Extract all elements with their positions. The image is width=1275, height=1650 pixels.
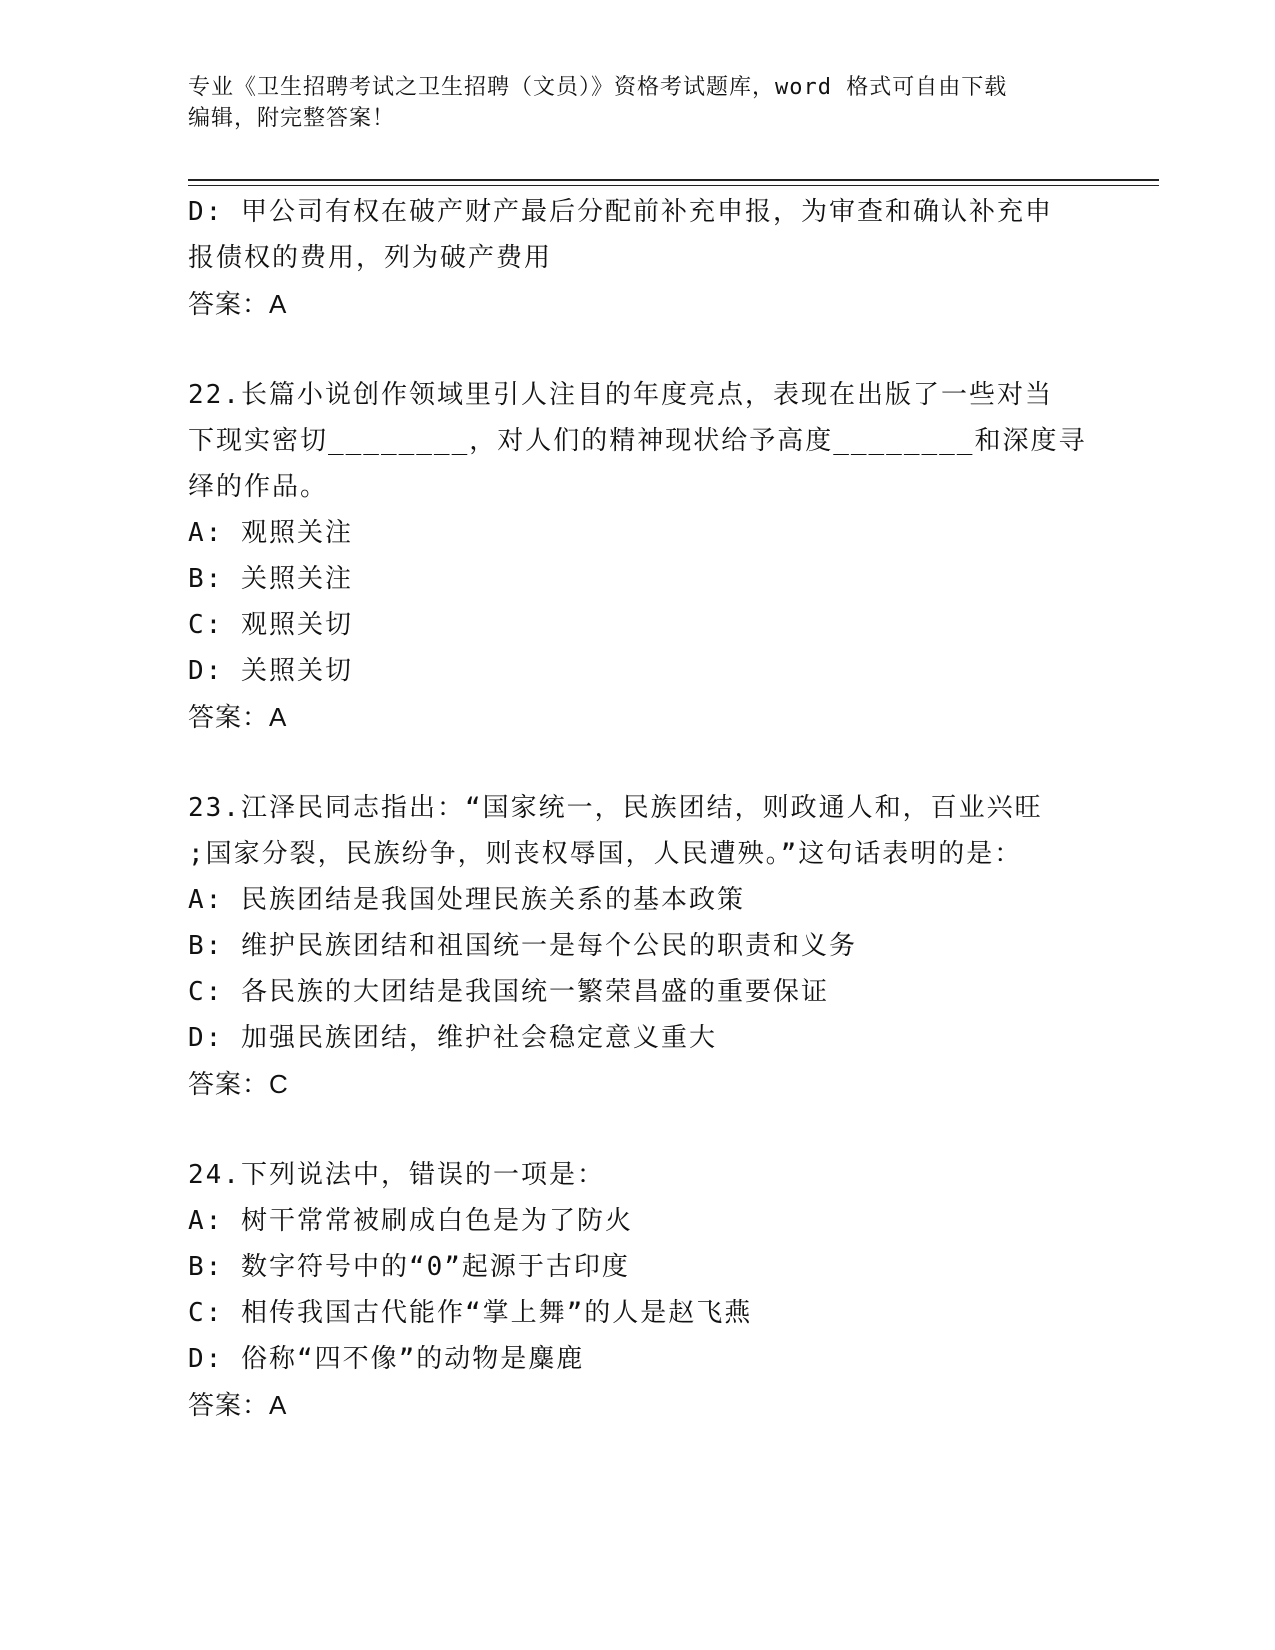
answer: 答案：A xyxy=(188,289,288,319)
option-b: B: 数字符号中的“0”起源于古印度 xyxy=(188,1252,630,1282)
question-stem: 23.江泽民同志指出：“国家统一，民族团结，则政通人和，百业兴旺 xyxy=(188,793,1043,823)
option-c: C: 相传我国古代能作“掌上舞”的人是赵飞燕 xyxy=(188,1298,753,1328)
question-stem: 22.长篇小说创作领域里引人注目的年度亮点，表现在出版了一些对当 xyxy=(188,380,1053,410)
option-b: B: 维护民族团结和祖国统一是每个公民的职责和义务 xyxy=(188,931,857,961)
question-stem: ;国家分裂，民族纷争，则丧权辱国，人民遭殃。”这句话表明的是： xyxy=(188,839,1023,869)
question-stem: 24.下列说法中，错误的一项是： xyxy=(188,1160,605,1190)
answer: 答案：C xyxy=(188,1069,289,1099)
option-d: D: 甲公司有权在破产财产最后分配前补充申报，为审查和确认补充申 xyxy=(188,197,1053,227)
header-line-1: 专业《卫生招聘考试之卫生招聘（文员）》资格考试题库，word 格式可自由下载 xyxy=(188,75,1008,100)
option-a: A: 民族团结是我国处理民族关系的基本政策 xyxy=(188,885,745,915)
option-d: D: 加强民族团结，维护社会稳定意义重大 xyxy=(188,1023,717,1053)
question-stem: 下现实密切________，对人们的精神现状给予高度________和深度寻 xyxy=(188,426,1087,456)
option-a: A: 观照关注 xyxy=(188,518,353,548)
option-a: A: 树干常常被刷成白色是为了防火 xyxy=(188,1206,633,1236)
question-24 xyxy=(188,1152,1088,1428)
answer: 答案：A xyxy=(188,1390,288,1420)
question-21-tail xyxy=(188,189,1088,327)
header-line-2: 编辑，附完整答案！ xyxy=(188,106,396,131)
answer: 答案：A xyxy=(188,702,288,732)
question-list xyxy=(188,189,1088,1428)
option-d: D: 关照关切 xyxy=(188,656,353,686)
option-d: D: 俗称“四不像”的动物是麋鹿 xyxy=(188,1344,585,1374)
option-d-continued: 报债权的费用，列为破产费用 xyxy=(188,243,553,273)
question-22 xyxy=(188,372,1088,740)
document-header xyxy=(188,72,1088,134)
question-stem: 绎的作品。 xyxy=(188,472,329,502)
header-rule-thin xyxy=(188,185,1159,186)
question-23 xyxy=(188,785,1088,1107)
option-c: C: 观照关切 xyxy=(188,610,353,640)
option-c: C: 各民族的大团结是我国统一繁荣昌盛的重要保证 xyxy=(188,977,829,1007)
option-b: B: 关照关注 xyxy=(188,564,353,594)
header-rule-thick xyxy=(188,179,1159,181)
